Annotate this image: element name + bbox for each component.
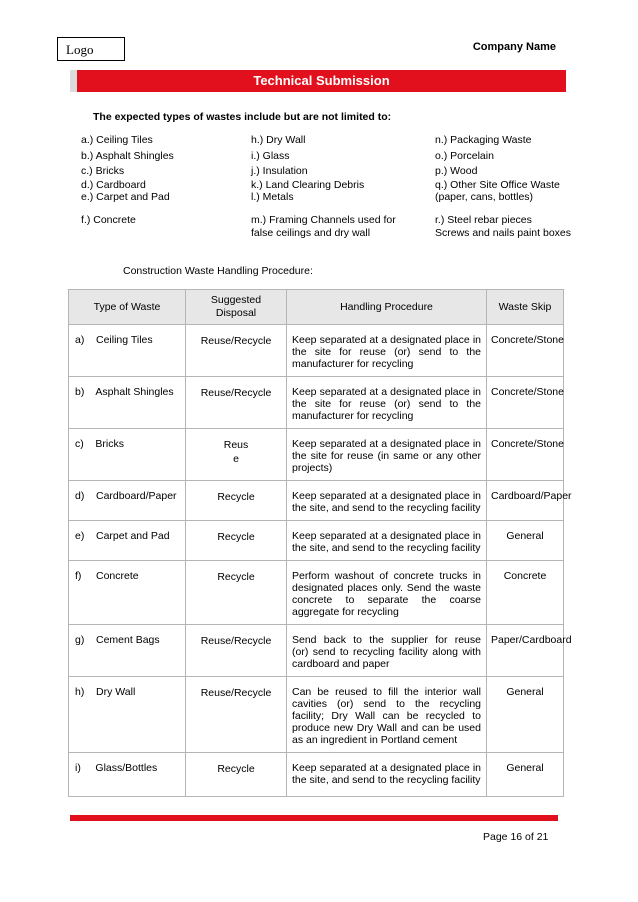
waste-skip-cell: Concrete — [487, 561, 564, 625]
waste-list-item: a.) Ceiling Tiles — [81, 134, 153, 146]
waste-skip-cell: General — [487, 677, 564, 753]
waste-list-item: d.) Cardboard — [81, 179, 146, 191]
waste-list-item: k.) Land Clearing Debris — [251, 179, 365, 191]
header-handling-procedure: Handling Procedure — [287, 290, 487, 325]
procedure-line: Perform washout of concrete trucks in — [292, 570, 481, 582]
table-row — [69, 625, 564, 677]
waste-list-item: Screws and nails paint boxes — [435, 227, 571, 239]
table-row — [69, 521, 564, 561]
header-type-of-waste: Type of Waste — [69, 290, 186, 325]
disposal-cell: Reuse/Recycle — [186, 625, 287, 677]
page-number: Page 16 of 21 — [483, 831, 549, 843]
waste-list-item: f.) Concrete — [81, 214, 136, 226]
waste-list-item: r.) Steel rebar pieces — [435, 214, 532, 226]
waste-skip-cell: General — [487, 521, 564, 561]
procedure-line: the site for reuse (in same or any other — [292, 450, 481, 462]
procedure-line: Keep separated at a designated place in — [292, 334, 481, 346]
procedure-line: Send back to the supplier for reuse — [292, 634, 481, 646]
procedure-line: concrete to separate the coarse — [292, 594, 481, 606]
procedure-line: Keep separated at a designated place in — [292, 386, 481, 398]
procedure-line: manufacturer for recycling — [292, 410, 414, 422]
handling-procedure-cell — [287, 677, 487, 753]
table-row — [69, 377, 564, 429]
waste-type-cell: a) Ceiling Tiles — [69, 325, 186, 377]
procedure-line: Keep separated at a designated place in — [292, 490, 481, 502]
waste-list-item: m.) Framing Channels used for — [251, 214, 396, 226]
waste-list-item: e.) Carpet and Pad — [81, 191, 170, 203]
procedure-line: designated places only. Send the waste — [292, 582, 481, 594]
waste-list-item: false ceilings and dry wall — [251, 227, 371, 239]
handling-procedure-cell — [287, 521, 487, 561]
waste-list-item: l.) Metals — [251, 191, 294, 203]
waste-type-cell: b) Asphalt Shingles — [69, 377, 186, 429]
procedure-line: cavities (or) send to the recycling — [292, 698, 481, 710]
handling-procedure-cell — [287, 753, 487, 797]
intro-text: The expected types of wastes include but are not limited to: — [93, 111, 392, 123]
waste-list-item: q.) Other Site Office Waste — [435, 179, 560, 191]
procedure-line: the site, and send to the recycling facility — [292, 502, 481, 514]
procedure-line: Can be reused to fill the interior wall — [292, 686, 481, 698]
table-row — [69, 429, 564, 481]
procedure-line: Keep separated at a designated place in — [292, 530, 481, 542]
company-name: Company Name — [472, 41, 556, 53]
waste-skip-cell: General — [487, 753, 564, 797]
waste-type-cell: d) Cardboard/Paper — [69, 481, 186, 521]
procedure-line: (or) send to recycling facility along with — [292, 646, 481, 658]
waste-skip-cell: Concrete/Stone — [487, 325, 564, 377]
table-row — [69, 481, 564, 521]
procedure-line: the site for reuse (or) send to the — [292, 398, 481, 410]
waste-skip-cell: Paper/Cardboard — [487, 625, 564, 677]
procedure-line: the site for reuse (or) send to the — [292, 346, 481, 358]
procedure-line: the site, and send to the recycling facility — [292, 542, 481, 554]
handling-procedure-cell — [287, 377, 487, 429]
waste-list-item: j.) Insulation — [251, 165, 308, 177]
disposal-cell: Reuse/Recycle — [186, 325, 287, 377]
disposal-cell: Recycle — [186, 481, 287, 521]
disposal-cell: Reuse/Recycle — [186, 677, 287, 753]
disposal-cell: Recycle — [186, 521, 287, 561]
procedure-title: Construction Waste Handling Procedure: — [123, 265, 313, 277]
waste-list-item: h.) Dry Wall — [251, 134, 306, 146]
disposal-cell: Recycle — [186, 561, 287, 625]
waste-skip-cell: Cardboard/Paper — [487, 481, 564, 521]
waste-skip-cell: Concrete/Stone — [487, 429, 564, 481]
handling-procedure-cell — [287, 561, 487, 625]
logo: Logo — [57, 37, 125, 61]
table-header-row — [69, 290, 564, 325]
handling-procedure-cell — [287, 325, 487, 377]
handling-procedure-cell — [287, 625, 487, 677]
disposal-cell: Recycle — [186, 753, 287, 797]
table-row — [69, 325, 564, 377]
procedure-line: produce new Dry Wall and can be used — [292, 722, 481, 734]
waste-type-cell: f) Concrete — [69, 561, 186, 625]
waste-type-cell: h) Dry Wall — [69, 677, 186, 753]
waste-list-item: b.) Asphalt Shingles — [81, 150, 174, 162]
table-row — [69, 753, 564, 797]
waste-type-cell: i) Glass/Bottles — [69, 753, 186, 797]
header-waste-skip: Waste Skip — [487, 290, 564, 325]
disposal-cell: Reuse/Recycle — [186, 377, 287, 429]
footer-rule — [70, 815, 558, 821]
handling-procedure-cell — [287, 429, 487, 481]
waste-list-item: o.) Porcelain — [435, 150, 494, 162]
waste-type-cell: c) Bricks — [69, 429, 186, 481]
section-banner-title: Technical Submission — [77, 70, 566, 92]
procedure-line: as an ingredient in Portland cement — [292, 734, 458, 746]
waste-type-cell: e) Carpet and Pad — [69, 521, 186, 561]
waste-handling-table — [68, 289, 572, 797]
disposal-cell: Reus e — [186, 429, 287, 481]
waste-list-item: n.) Packaging Waste — [435, 134, 532, 146]
procedure-line: projects) — [292, 462, 333, 474]
procedure-line: Keep separated at a designated place in — [292, 762, 481, 774]
procedure-line: manufacturer for recycling — [292, 358, 414, 370]
procedure-line: the site, and send to the recycling facility — [292, 774, 481, 786]
table-row — [69, 677, 564, 753]
table-row — [69, 561, 564, 625]
waste-skip-cell: Concrete/Stone — [487, 377, 564, 429]
procedure-line: aggregate for recycling — [292, 606, 399, 618]
waste-list-item: (paper, cans, bottles) — [435, 191, 534, 203]
handling-procedure-cell — [287, 481, 487, 521]
procedure-line: cardboard and paper — [292, 658, 390, 670]
waste-type-cell: g) Cement Bags — [69, 625, 186, 677]
waste-list-item: p.) Wood — [435, 165, 478, 177]
procedure-line: Keep separated at a designated place in — [292, 438, 481, 450]
waste-list-item: c.) Bricks — [81, 165, 125, 177]
header-suggested-disposal: Suggested Disposal — [186, 290, 287, 325]
procedure-line: facility; Dry Wall can be recycled to — [292, 710, 481, 722]
waste-list-item: i.) Glass — [251, 150, 290, 162]
